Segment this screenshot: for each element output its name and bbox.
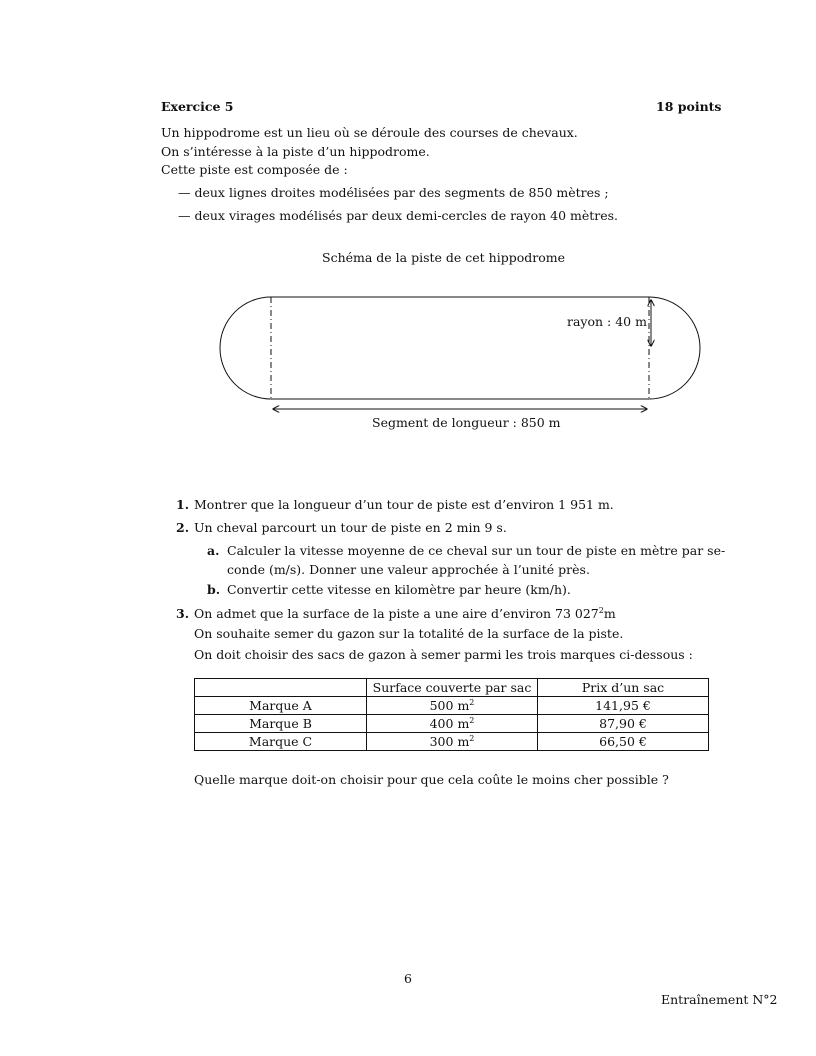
brand-cell: Marque B [195,715,367,733]
brand-cell: Marque A [195,697,367,715]
question-2a-line-1: Calculer la vitesse moyenne de ce cheval sur un tour de piste en mètre par se- [227,543,726,558]
table-header-price: Prix d’un sac [538,679,709,697]
table-header-surface: Surface couverte par sac [367,679,538,697]
intro-line-1: Un hippodrome est un lieu où se déroule des courses de chevaux. [161,125,578,140]
surface-cell: 300 $m^2$ [367,733,538,751]
question-2 [176,520,507,535]
radius-label: rayon : 40 m [567,314,647,329]
bullet-straight-lines: — deux lignes droites modélisées par des segments de 850 mètres ; [178,185,609,200]
question-2a [207,543,725,558]
exercise-title: Exercice 5 [161,99,234,114]
question-3-line-1: On admet que la surface de la piste a une aire d’environ 73 027 [194,606,599,621]
track-outline [220,297,700,399]
exercise-points: 18 points [656,99,722,114]
question-3-line-2: On souhaite semer du gazon sur la totalité de la surface de la piste. [194,626,624,641]
surface-cell: 400 $m^2$ [367,715,538,733]
training-label: Entraînement N°2 [661,992,778,1007]
question-2a-line-2: conde (m/s). Donner une valeur approchée à l’unité près. [227,562,590,577]
question-3-line-3: On doit choisir des sacs de gazon à semer parmi les trois marques ci-dessous : [194,647,693,662]
area-exponent: 2 [598,606,604,615]
question-2b-text: Convertir cette vitesse en kilomètre par heure (km/h). [227,582,571,597]
question-1-number: 1. [176,497,190,512]
price-cell: 66,50 € [538,733,709,751]
question-3-number: 3. [176,606,190,621]
table-header-empty [195,679,367,697]
price-cell: 141,95 € [538,697,709,715]
intro-line-2: On s’intéresse à la piste d’un hippodrome. [161,144,430,159]
table-header-row [195,679,709,697]
question-1-text: Montrer que la longueur d’un tour de piste est d’environ 1 951 m. [194,497,614,512]
surface-cell: 500 $m^2$ [367,697,538,715]
table-row [195,715,709,733]
question-2a-label: a. [207,543,220,558]
price-cell: 87,90 € [538,715,709,733]
question-2-text: Un cheval parcourt un tour de piste en 2 min 9 s. [194,520,507,535]
page-number: 6 [404,971,412,986]
intro-line-3: Cette piste est composée de : [161,162,348,177]
final-question: Quelle marque doit-on choisir pour que cela coûte le moins cher possible ? [194,772,669,787]
table-row [195,697,709,715]
question-2b [207,582,571,597]
table-row [195,733,709,751]
bullet-curves: — deux virages modélisés par deux demi-cercles de rayon 40 mètres. [178,208,619,223]
brand-cell: Marque C [195,733,367,751]
question-3 [176,606,616,621]
figure-caption: Schéma de la piste de cet hippodrome [322,250,565,265]
area-unit: m [603,606,616,621]
brands-table [194,678,709,751]
question-2-number: 2. [176,520,190,535]
question-2b-label: b. [207,582,221,597]
question-1 [176,497,614,512]
segment-label: Segment de longueur : 850 m [372,415,561,430]
